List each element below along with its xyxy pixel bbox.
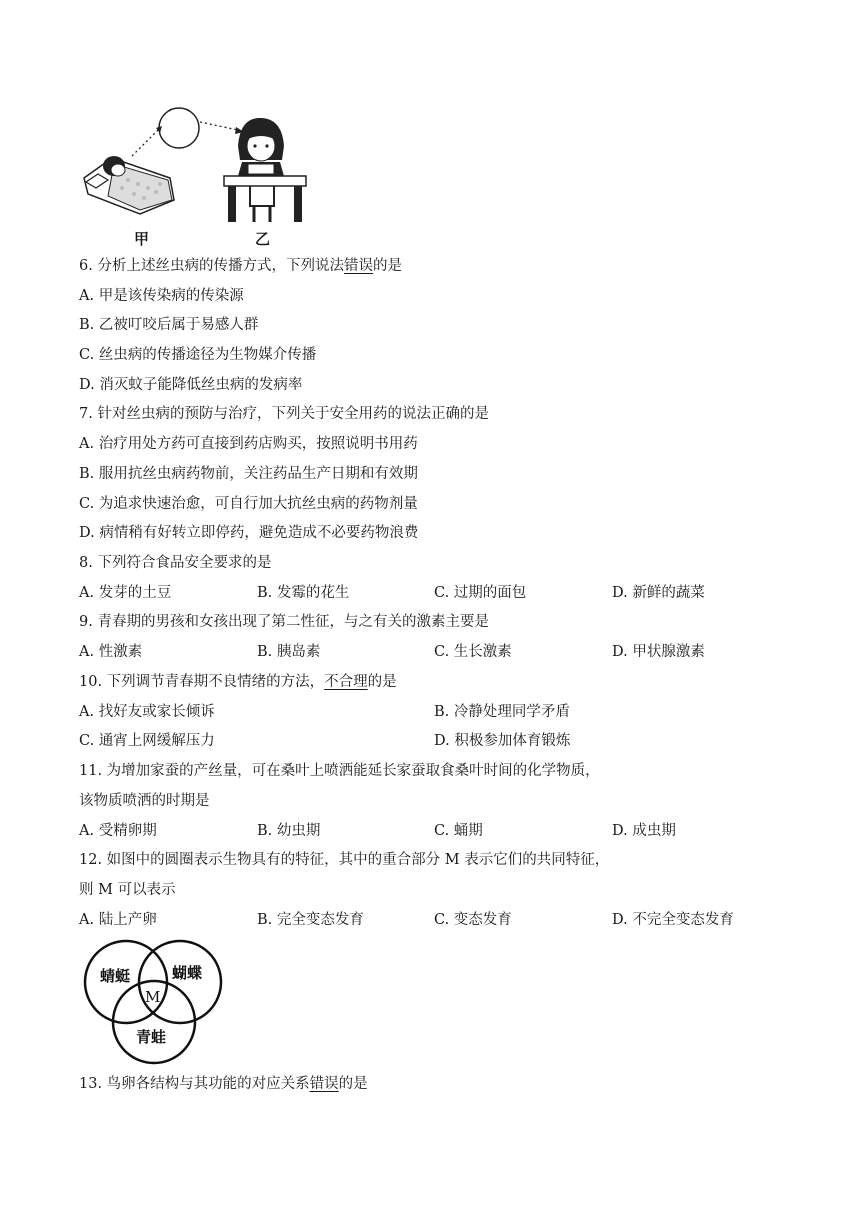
question-12-stem-line2: 则 M 可以表示	[79, 882, 176, 898]
question-10-stem	[79, 672, 397, 692]
figure-label-yi: 乙	[255, 230, 271, 248]
q11-option-a: A. 受精卵期	[79, 823, 157, 839]
q8-option-c: C. 过期的面包	[434, 585, 527, 601]
q11-option-b: B. 幼虫期	[257, 823, 321, 839]
q12-option-c: C. 变态发育	[434, 912, 512, 928]
q9-option-b: B. 胰岛素	[257, 644, 321, 660]
q9-option-c: C. 生长激素	[434, 644, 512, 660]
q10-option-a: A. 找好友或家长倾诉	[79, 704, 215, 720]
q13-stem-post: 的是	[338, 1076, 368, 1092]
q10-option-b: B. 冷静处理同学矛盾	[434, 704, 570, 720]
q10-option-c: C. 通宵上网缓解压力	[79, 733, 215, 749]
q8-option-a: A. 发芽的土豆	[79, 585, 172, 601]
question-11-stem-line2: 该物质喷洒的时期是	[79, 793, 210, 809]
question-12-stem-line1: 12. 如图中的圆圈表示生物具有的特征，其中的重合部分 M 表示它们的共同特征，	[79, 852, 610, 868]
q10-stem-pre: 10. 下列调节青春期不良情绪的方法，	[79, 674, 325, 690]
mosquito-circle-icon	[159, 108, 199, 148]
sleeping-person-icon	[84, 156, 174, 214]
q9-option-d: D. 甲状腺激素	[612, 644, 705, 660]
q12-option-d: D. 不完全变态发育	[612, 912, 734, 928]
q13-stem-pre: 13. 鸟卵各结构与其功能的对应关系	[79, 1076, 310, 1092]
figure-label-jia: 甲	[134, 230, 150, 248]
question-7-stem: 7. 针对丝虫病的预防与治疗，下列关于安全用药的说法正确的是	[79, 406, 489, 422]
q7-option-c: C. 为追求快速治愈，可自行加大抗丝虫病的药物剂量	[79, 496, 418, 512]
q12-option-a: A. 陆上产卵	[79, 912, 157, 928]
q13-stem-emphasis: 错误	[309, 1076, 339, 1092]
question-6-stem	[79, 256, 402, 276]
q6-stem-pre: 6. 分析上述丝虫病的传播方式，下列说法	[79, 258, 344, 274]
q6-stem-emphasis: 错误	[343, 258, 373, 274]
q6-option-c: C. 丝虫病的传播途径为生物媒介传播	[79, 347, 317, 363]
q9-option-a: A. 性激素	[79, 644, 143, 660]
q10-option-d: D. 积极参加体育锻炼	[434, 733, 571, 749]
q7-option-a: A. 治疗用处方药可直接到药店购买，按照说明书用药	[79, 436, 418, 452]
question-8-stem: 8. 下列符合食品安全要求的是	[79, 555, 272, 571]
venn-label-frog: 青蛙	[136, 1028, 167, 1046]
q6-stem-post: 的是	[372, 258, 402, 274]
q11-option-c: C. 蛹期	[434, 823, 483, 839]
venn-label-m: M	[145, 988, 161, 1006]
question-9-stem: 9. 青春期的男孩和女孩出现了第二性征，与之有关的激素主要是	[79, 614, 489, 630]
q6-option-a: A. 甲是该传染病的传染源	[79, 288, 244, 304]
q10-stem-post: 的是	[367, 674, 397, 690]
question-11-stem-line1: 11. 为增加家蚕的产丝量，可在桑叶上喷洒能延长家蚕取食桑叶时间的化学物质，	[79, 763, 600, 779]
venn-label-dragonfly: 蜻蜓	[100, 967, 131, 985]
q6-option-b: B. 乙被叮咬后属于易感人群	[79, 317, 259, 333]
question-13-stem	[79, 1074, 368, 1094]
q6-option-d: D. 消灭蚊子能降低丝虫病的发病率	[79, 377, 303, 393]
q8-option-d: D. 新鲜的蔬菜	[612, 585, 705, 601]
q10-stem-emphasis: 不合理	[324, 674, 368, 690]
q11-option-d: D. 成虫期	[612, 823, 676, 839]
venn-label-butterfly: 蝴蝶	[172, 964, 203, 982]
q12-option-b: B. 完全变态发育	[257, 912, 364, 928]
q7-option-d: D. 病情稍有好转立即停药，避免造成不必要药物浪费	[79, 525, 419, 541]
q7-option-b: B. 服用抗丝虫病药物前，关注药品生产日期和有效期	[79, 466, 418, 482]
q8-option-b: B. 发霉的花生	[257, 585, 350, 601]
transmission-figure	[78, 100, 318, 230]
venn-diagram	[78, 938, 228, 1068]
